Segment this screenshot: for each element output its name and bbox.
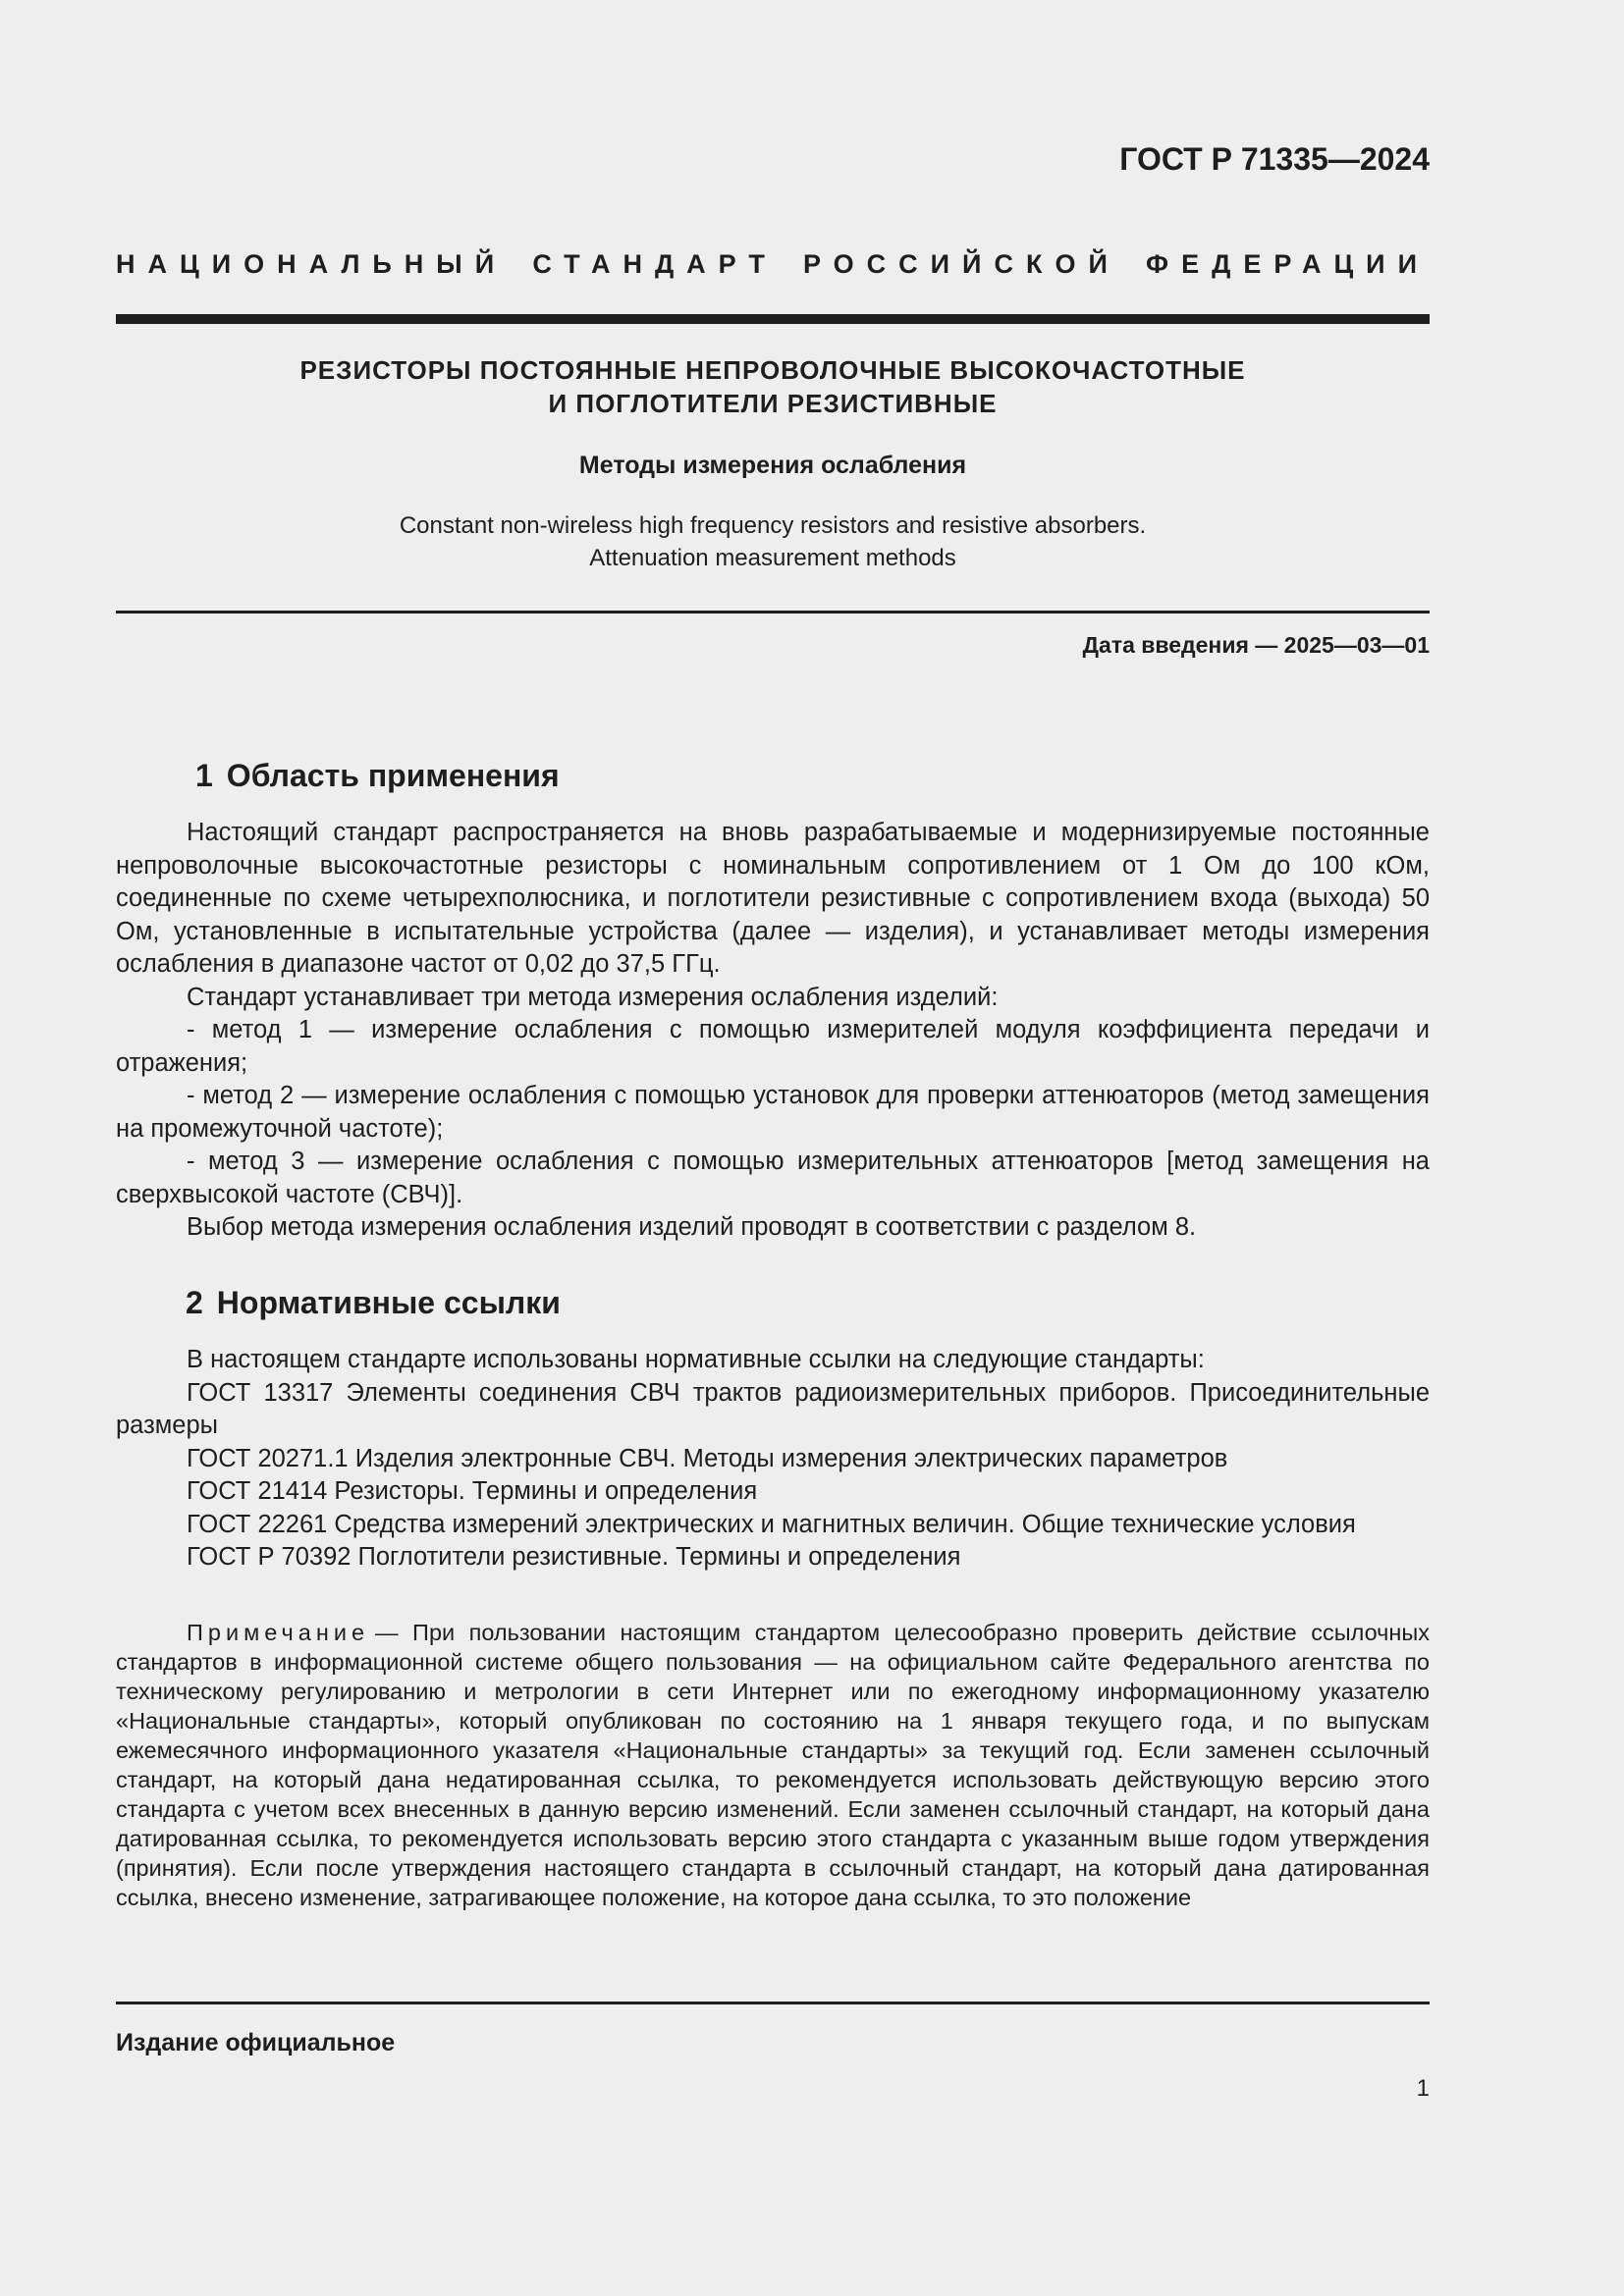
document-page <box>116 0 1430 2296</box>
banner-word: ФЕДЕРАЦИИ <box>1146 249 1430 279</box>
list-item: - метод 3 — измерение ослабления с помощью измерительных аттенюаторов [метод замещения на сверхвысокой частоте (СВЧ)]. <box>116 1148 1430 1208</box>
document-title <box>116 353 1430 420</box>
note-text: — При пользовании настоящим стандартом целесообразно проверить действие ссылочных стандартов в информационной системе общего пользования — на официальном сайте Федерального агентства по техническому регулированию и метрологии в сети Интернет или по ежегодному информационному указателю «Национальные стандарты», который опубликован по состоянию на 1 января текущего года, и по выпускам ежемесячного информационного указателя «Национальные стандарты» за текущий год. Если заменен ссылочный стандарт, на который дана недатированная ссылка, то рекомендуется использовать действующую версию этого стандарта с учетом всех внесенных в данную версию изменений. Если заменен ссылочный стандарт, на который дана датированная ссылка, то рекомендуется использовать версию этого стандарта с указанным выше годом утверждения (принятия). Если после утверждения настоящего стандарта в ссылочный стандарт, на который дана датированная ссылка, внесено изменение, затрагивающее положение, на которое дана ссылка, то это положение <box>116 1620 1430 1910</box>
section-number: 1 <box>195 758 213 793</box>
english-title <box>116 509 1430 574</box>
paragraph: В настоящем стандарте использованы нормативные ссылки на следующие стандарты: <box>187 1346 1205 1373</box>
section-title: Нормативные ссылки <box>216 1285 561 1320</box>
list-item: - метод 2 — измерение ослабления с помощью установок для проверки аттенюаторов (метод замещения на промежуточной частоте); <box>116 1082 1430 1143</box>
reference-item: ГОСТ 20271.1 Изделия электронные СВЧ. Методы измерения электрических параметров <box>187 1444 1228 1472</box>
section-number: 2 <box>186 1285 203 1320</box>
paragraph: Настоящий стандарт распространяется на вновь разрабатываемые и модернизируемые постоянные непроволочные высокочастотные резисторы с номинальным сопротивлением от 1 Ом до 100 кОм, соединенные по схеме четырехполюсника, и поглотители резистивные с сопротивлением входа (выхода) 50 Ом, установленные в испытательные устройства (далее — изделия), и устанавливает методы измерения ослабления в диапазоне частот от 0,02 до 37,5 ГГц. <box>116 819 1430 978</box>
introduction-date: Дата введения — 2025—03—01 <box>1082 632 1430 658</box>
title-line: РЕЗИСТОРЫ ПОСТОЯННЫЕ НЕПРОВОЛОЧНЫЕ ВЫСОКОЧАСТОТНЫЕ <box>299 355 1246 385</box>
english-title-line: Constant non-wireless high frequency resistors and resistive absorbers. <box>399 512 1147 539</box>
reference-item: ГОСТ 22261 Средства измерений электрических и магнитных величин. Общие технические условия <box>187 1510 1356 1538</box>
reference-item: ГОСТ 21414 Резисторы. Термины и определения <box>187 1477 758 1505</box>
document-subtitle: Методы измерения ослабления <box>578 452 967 479</box>
note <box>116 1618 1430 1912</box>
list-item: - метод 1 — измерение ослабления с помощью измерителей модуля коэффициента передачи и отражения; <box>116 1016 1430 1077</box>
title-line: И ПОГЛОТИТЕЛИ РЕЗИСТИВНЫЕ <box>548 389 998 418</box>
section-body <box>116 817 1430 1245</box>
banner-word: НАЦИОНАЛЬНЫЙ <box>116 249 508 279</box>
section-body <box>116 1344 1430 1575</box>
header-divider <box>116 314 1430 324</box>
paragraph: Стандарт устанавливает три метода измерения ослабления изделий: <box>187 983 999 1011</box>
national-standard-banner <box>116 251 1430 278</box>
section-heading <box>186 1287 561 1318</box>
paragraph: Выбор метода измерения ослабления изделий проводят в соответствии с разделом 8. <box>187 1213 1197 1241</box>
banner-word: РОССИЙСКОЙ <box>803 249 1120 279</box>
note-label: Примечание <box>187 1620 370 1645</box>
reference-item: ГОСТ 13317 Элементы соединения СВЧ трактов радиоизмерительных приборов. Присоединительные размеры <box>116 1378 1430 1439</box>
gost-number: ГОСТ Р 71335—2024 <box>1119 141 1430 177</box>
section-title: Область применения <box>226 758 560 793</box>
title-divider <box>116 611 1430 614</box>
reference-item: ГОСТ Р 70392 Поглотители резистивные. Термины и определения <box>187 1543 961 1571</box>
section-heading <box>195 760 560 791</box>
edition-label: Издание официальное <box>116 2029 396 2056</box>
footer-divider <box>116 2002 1430 2004</box>
english-title-line: Attenuation measurement methods <box>589 545 956 571</box>
banner-word: СТАНДАРТ <box>532 249 778 279</box>
page-number: 1 <box>1416 2075 1430 2102</box>
